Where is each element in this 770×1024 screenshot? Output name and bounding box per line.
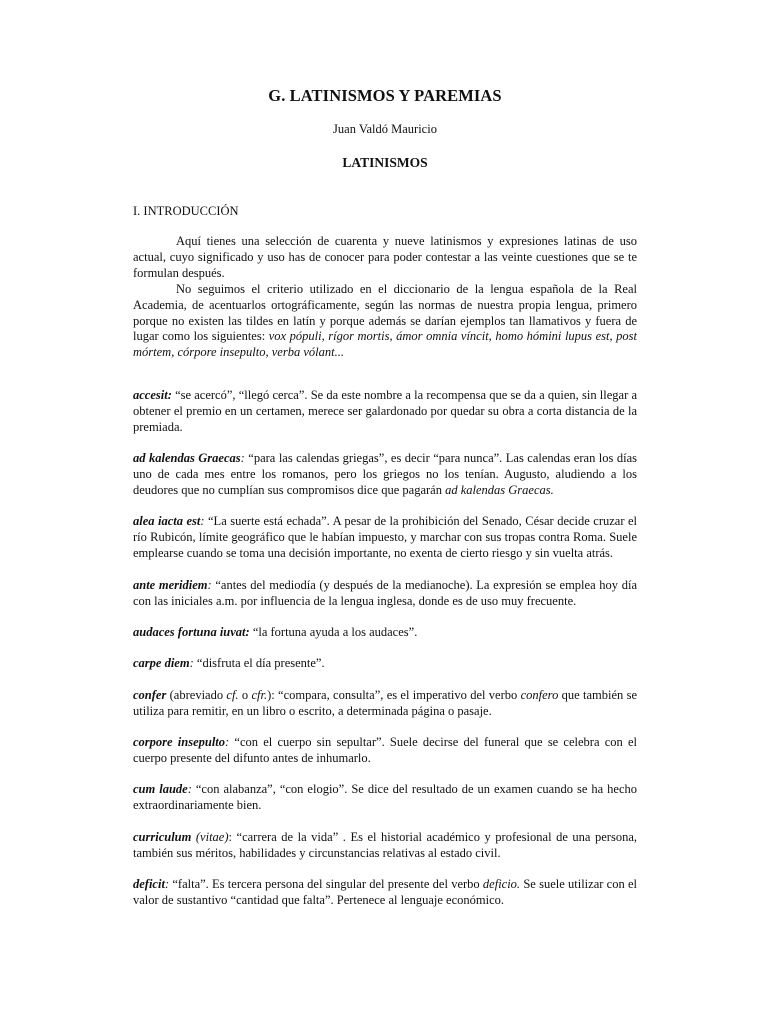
entry-text: ): “compara, consulta”, es el imperativo del verbo [267,687,521,702]
entry-carpe-diem [133,656,637,672]
entry-term: audaces fortuna iuvat: [133,624,250,639]
entry-definition: “la fortuna ayuda a los audaces”. [249,624,418,639]
intro-paragraph-2 [133,282,637,362]
entry-verb: confero [520,687,559,702]
entry-definition: “antes del mediodía (y después de la medianoche). La expresión se emplea hoy día con las iniciales a.m. por influencia de la lengua inglesa, donde es de uso muy frecuente. [133,577,637,608]
entry-verb: deficio. [482,877,521,892]
entry-abbreviation: cf. [226,687,239,702]
intro-text [133,234,637,361]
entry-deficit [133,877,637,909]
entry-vitae: (vitae) [191,829,229,844]
entry-corpore-insepulto [133,735,637,767]
entry-confer [133,688,637,720]
entry-accesit [133,388,637,436]
section-title: LATINISMOS [342,155,428,170]
entry-text: Se suele utilizar con el valor de sustantivo “cantidad que falta”. Pertenece al lenguaje económico. [133,877,637,907]
entry-colon: : [189,656,194,671]
entry-text: (abreviado [166,687,227,702]
entry-definition: “para las calendas griegas”, es decir “para nunca”. Las calendas eran los días uno de cada mes entre los romanos, pero los griegos no los tenían. Augusto, aludiendo a los deudores que no cumplían sus compromisos dice que pagarán [133,451,637,498]
entry-term: ante meridiem [133,577,208,592]
entry-text: que también se utiliza para remitir, en un libro o escrito, a determinada página o pasaje. [133,687,638,718]
entry-curriculum [133,830,637,862]
entry-definition: “disfruta el día presente”. [193,656,325,671]
entry-colon: : [200,514,205,529]
entry-definition: “La suerte está echada”. A pesar de la prohibición del Senado, César decide cruzar el río Rubicón, límite geográfico que le habían impuesto, y marchar con sus tropas contra Roma. Suele emplearse cuando se toma una decisión importante, no exenta de cierto riesgo y sin vuelta atrás. [133,514,638,561]
entry-ante-meridiem [133,578,637,610]
glossary-entries [133,388,637,924]
entry-text: o [238,687,252,702]
page-title: G. LATINISMOS Y PAREMIAS [268,86,502,105]
entry-abbreviation: cfr. [251,687,268,702]
entry-colon: : [225,735,230,750]
entry-colon: : [187,782,192,797]
entry-reference: ad kalendas Graecas. [445,483,554,498]
entry-colon: : [164,877,170,892]
entry-term: corpore insepulto [133,735,226,750]
entry-text: “falta”. Es tercera persona del singular del presente del verbo [169,877,483,892]
intro-paragraph-1: Aquí tienes una selección de cuarenta y nueve latinismos y expresiones latinas de uso actual, cuyo significado y uso has de conocer para poder contestar a las veinte cuestiones que se te formulan después. [133,234,637,280]
entry-definition: “se acercó”, “llegó cerca”. Se da este nombre a la recompensa que se da a quien, sin llegar a obtener el premio en un certamen, merece ser galardonado por quedar su obra a corta distancia de la premiada. [133,388,637,434]
entry-term: ad kalendas Graecas [133,451,241,466]
entry-term: alea iacta est [133,514,201,529]
author-name: Juan Valdó Mauricio [333,122,437,136]
entry-definition: : “carrera de la vida” . Es el historial académico y profesional de una persona, también sus méritos, habilidades y circunstancias relativas al estado civil. [133,829,637,860]
entry-definition: “con alabanza”, “con elogio”. Se dice del resultado de un examen cuando se ha hecho extraordinariamente bien. [133,782,637,813]
entry-term: curriculum [133,829,192,844]
entry-term: deficit [133,877,165,892]
entry-term: carpe diem [133,656,190,671]
entry-term: cum laude [133,782,188,797]
entry-colon: : [240,451,245,466]
entry-audaces-fortuna-iuvat [133,625,637,641]
entry-alea-iacta-est [133,514,637,562]
entry-term: accesit: [133,388,172,402]
entry-cum-laude [133,782,637,814]
intro-examples: vox pópuli, rígor mortis, ámor omnia víncit, homo hómini lupus est, post mórtem, córpore insepulto, verba vólant... [133,329,637,360]
intro-heading: I. INTRODUCCIÓN [133,204,239,218]
entry-definition: “con el cuerpo sin sepultar”. Suele decirse del funeral que se celebra con el cuerpo presente del difunto antes de inhumarlo. [133,735,637,765]
entry-ad-kalendas-graecas [133,451,637,499]
entry-term: confer [133,687,167,702]
intro-paragraph-2-text: No seguimos el criterio utilizado en el diccionario de la lengua española de la Real Academia, de acentuarlos ortográficamente, según las normas de nuestra propia lengua, primero porque no existen las tildes en latín y porque además se darían ejemplos tan llamativos y fuera de lugar como los siguientes: [133,281,637,344]
entry-colon: : [207,577,212,592]
